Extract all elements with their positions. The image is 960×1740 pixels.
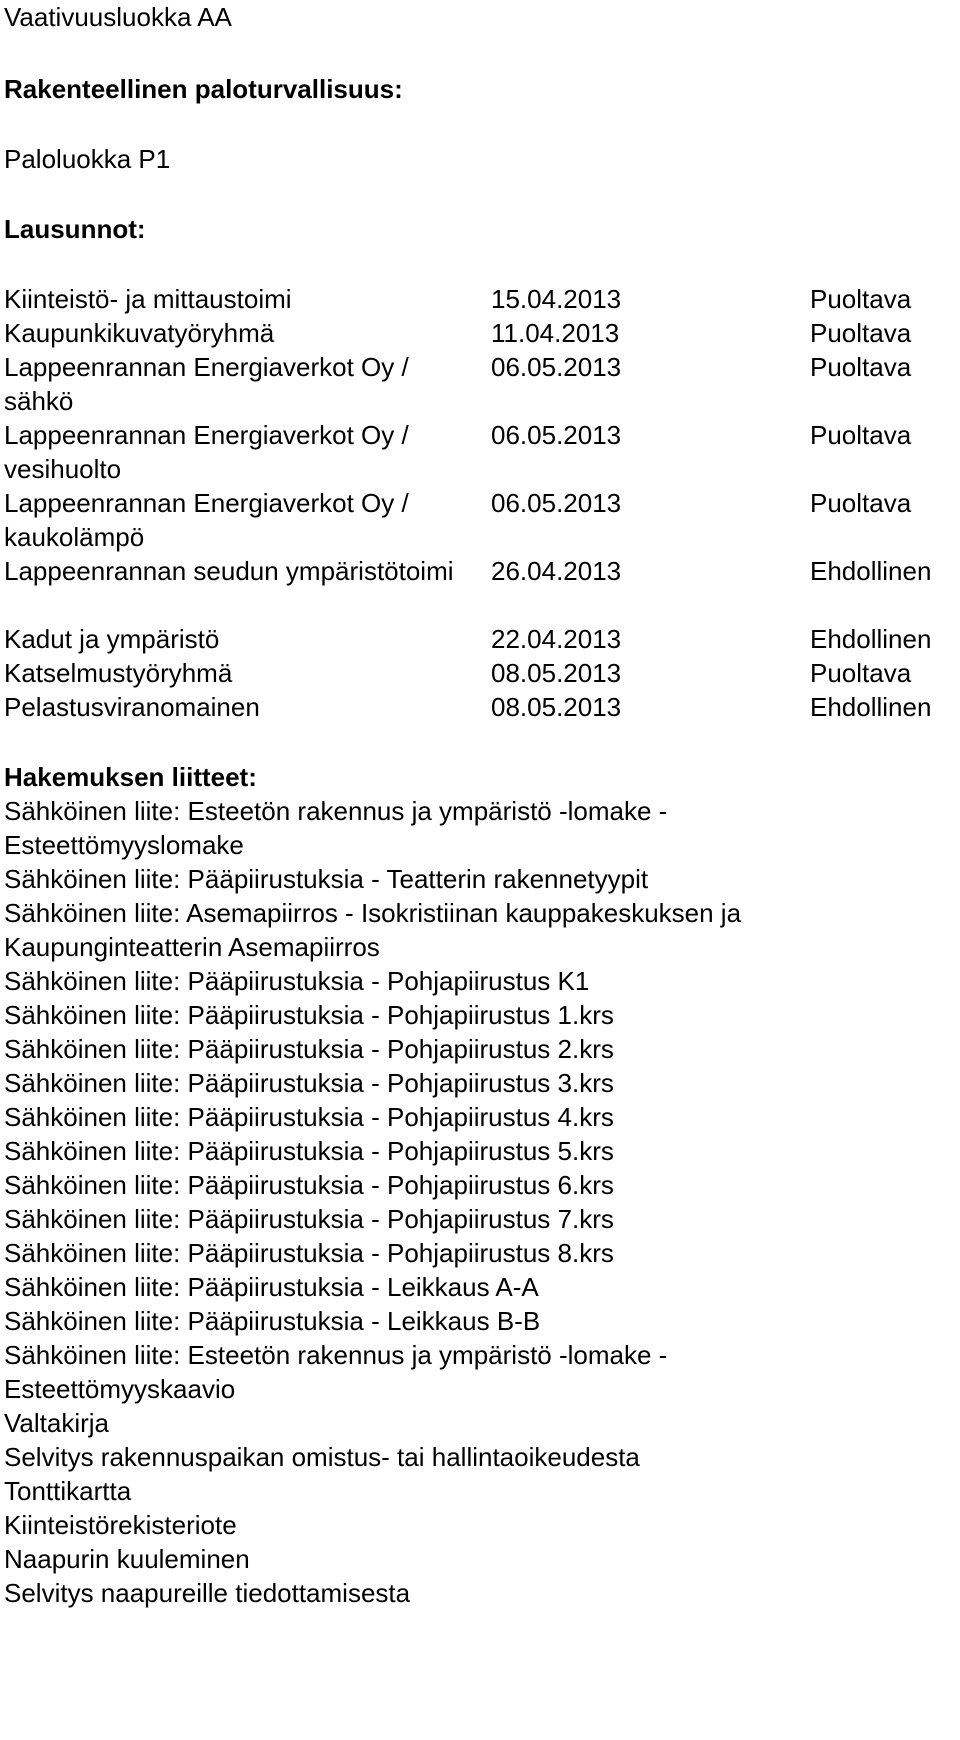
attachment-item: Sähköinen liite: Pääpiirustuksia - Leikkaus B-B	[4, 1306, 541, 1336]
attachment-item: Sähköinen liite: Pääpiirustuksia - Pohjapiirustus 7.krs	[4, 1204, 614, 1234]
statement-giver: Kadut ja ympäristö	[4, 624, 220, 654]
statement-row	[4, 690, 954, 724]
attachments-list	[4, 794, 954, 1610]
statement-status: Puoltava	[810, 488, 912, 518]
statement-status: Ehdollinen	[810, 692, 932, 722]
attachment-item: Sähköinen liite: Pääpiirustuksia - Leikkaus A-A	[4, 1272, 539, 1302]
statement-giver: Pelastusviranomainen	[4, 692, 260, 722]
statement-date: 06.05.2013	[491, 352, 622, 382]
attachments-heading: Hakemuksen liitteet:	[4, 762, 257, 792]
severity-class: Vaativuusluokka AA	[4, 2, 232, 32]
statement-row	[4, 282, 954, 316]
statement-date: 08.05.2013	[491, 692, 622, 722]
statement-giver: Kaupunkikuvatyöryhmä	[4, 318, 275, 348]
attachment-item: Sähköinen liite: Pääpiirustuksia - Pohjapiirustus 3.krs	[4, 1068, 614, 1098]
document-page	[4, 0, 954, 1610]
statement-status: Ehdollinen	[810, 624, 932, 654]
fire-safety-heading: Rakenteellinen paloturvallisuus:	[4, 74, 403, 104]
attachment-item: Sähköinen liite: Esteetön rakennus ja ympäristö -lomake - Esteettömyyskaavio	[4, 1340, 668, 1404]
attachment-item: Sähköinen liite: Pääpiirustuksia - Teatterin rakennetyypit	[4, 864, 649, 894]
statement-date: 08.05.2013	[491, 658, 622, 688]
attachment-item: Sähköinen liite: Pääpiirustuksia - Pohjapiirustus 8.krs	[4, 1238, 614, 1268]
attachment-item: Valtakirja	[4, 1408, 110, 1438]
attachment-item: Selvitys rakennuspaikan omistus- tai hallintaoikeudesta	[4, 1442, 640, 1472]
statement-status: Ehdollinen	[810, 556, 932, 586]
statement-date: 22.04.2013	[491, 624, 622, 654]
statement-row	[4, 554, 954, 622]
statement-row	[4, 418, 954, 486]
attachment-item: Sähköinen liite: Pääpiirustuksia - Pohjapiirustus K1	[4, 966, 590, 996]
statement-date: 06.05.2013	[491, 488, 622, 518]
statement-row	[4, 622, 954, 656]
statement-row	[4, 486, 954, 554]
statement-giver: Lappeenrannan Energiaverkot Oy / sähkö	[4, 352, 409, 416]
statement-row	[4, 316, 954, 350]
statement-date: 15.04.2013	[491, 284, 622, 314]
statement-row	[4, 350, 954, 418]
attachment-item: Sähköinen liite: Pääpiirustuksia - Pohjapiirustus 2.krs	[4, 1034, 614, 1064]
attachment-item: Tonttikartta	[4, 1476, 132, 1506]
fire-class: Paloluokka P1	[4, 144, 171, 174]
statement-giver: Lappeenrannan seudun ympäristötoimi	[4, 556, 454, 586]
statement-date: 26.04.2013	[491, 556, 622, 586]
statements-heading: Lausunnot:	[4, 214, 146, 244]
statement-status: Puoltava	[810, 658, 912, 688]
attachment-item: Sähköinen liite: Pääpiirustuksia - Pohjapiirustus 1.krs	[4, 1000, 614, 1030]
statement-giver: Kiinteistö- ja mittaustoimi	[4, 284, 292, 314]
attachment-item: Sähköinen liite: Asemapiirros - Isokristiinan kauppakeskuksen ja Kaupunginteatterin Asemapiirros	[4, 898, 742, 962]
statement-status: Puoltava	[810, 352, 912, 382]
statements-table	[4, 282, 954, 724]
statement-date: 06.05.2013	[491, 420, 622, 450]
attachment-item: Sähköinen liite: Pääpiirustuksia - Pohjapiirustus 5.krs	[4, 1136, 614, 1166]
attachment-item: Sähköinen liite: Esteetön rakennus ja ympäristö -lomake - Esteettömyyslomake	[4, 796, 668, 860]
statement-row	[4, 656, 954, 690]
statement-giver: Lappeenrannan Energiaverkot Oy / kaukolämpö	[4, 488, 409, 552]
statement-status: Puoltava	[810, 318, 912, 348]
statement-giver: Katselmustyöryhmä	[4, 658, 233, 688]
attachment-item: Kiinteistörekisteriote	[4, 1510, 237, 1540]
statement-status: Puoltava	[810, 420, 912, 450]
attachment-item: Naapurin kuuleminen	[4, 1544, 250, 1574]
attachment-item: Selvitys naapureille tiedottamisesta	[4, 1578, 411, 1608]
statement-giver: Lappeenrannan Energiaverkot Oy / vesihuolto	[4, 420, 409, 484]
attachment-item: Sähköinen liite: Pääpiirustuksia - Pohjapiirustus 4.krs	[4, 1102, 614, 1132]
attachment-item: Sähköinen liite: Pääpiirustuksia - Pohjapiirustus 6.krs	[4, 1170, 614, 1200]
statement-date: 11.04.2013	[491, 318, 620, 348]
statement-status: Puoltava	[810, 284, 912, 314]
